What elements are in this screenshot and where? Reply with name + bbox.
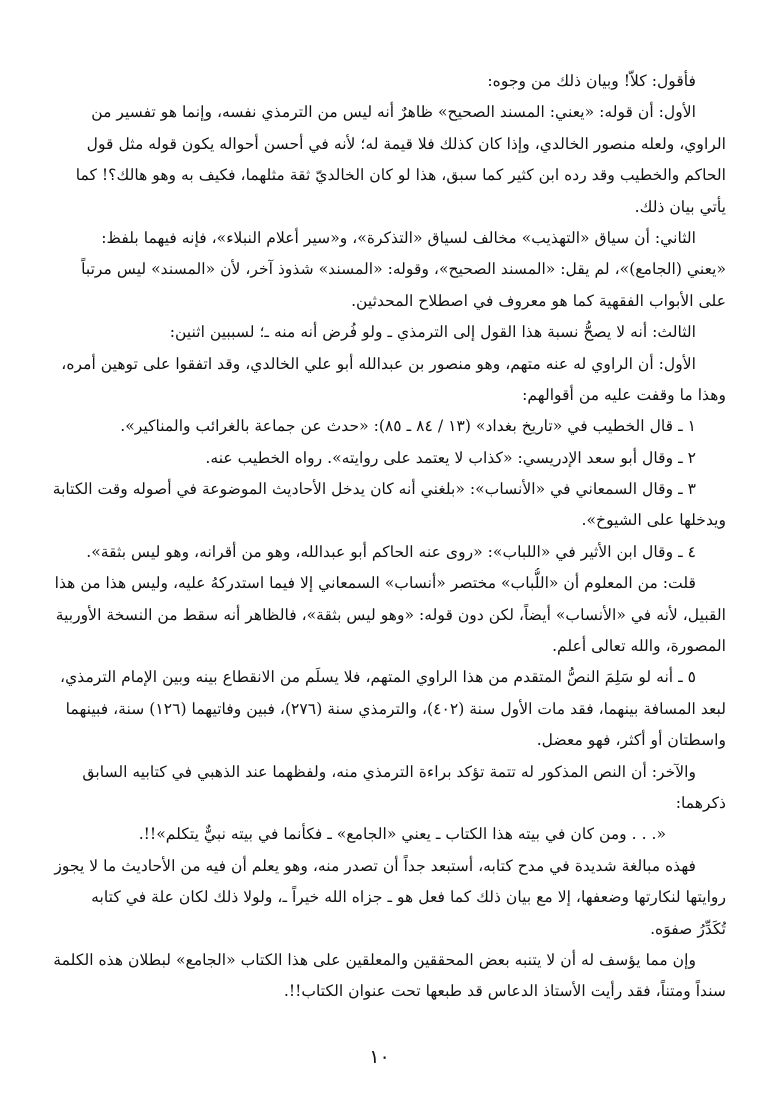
text-line: تُكَدِّرُ صفوَه.: [650, 919, 726, 938]
text-line: قلت: من المعلوم أن «اللُّباب» مختصر «أنساب» السمعاني إلا فيما استدركهُ عليه، وليس هذا من هذا: [54, 574, 696, 593]
text-line: الحاكم والخطيب وقد رده ابن كثير كما سبق، هذا لو كان الخالديّ ثقة مثلهما، فكيف به وهو هالك؟! كما: [75, 166, 726, 185]
quote-line: «. . . ومن كان في بيته هذا الكتاب ـ يعني «الجامع» ـ فكأنما في بيته نبيٌّ يتكلم»!!.: [138, 825, 666, 844]
text-line: فهذه مبالغة شديدة في مدح كتابه، أستبعد جداً أن تصدر منه، وهو يعلم أن فيه من الأحاديث ما لا يجوز: [54, 856, 696, 875]
text-line: الثاني: أن سياق «التهذيب» مخالف لسياق «التذكرة»، و«سير أعلام النبلاء»، فإنه فيهما بلفظ:: [101, 228, 696, 247]
text-line: ٤ ـ وقال ابن الأثير في «اللباب»: «روى عنه الحاكم أبو عبدالله، وهو من أقرانه، وهو ليس بثقة».: [86, 542, 696, 561]
text-line: القبيل، لأنه في «الأنساب» أيضاً، لكن دون قوله: «وهو ليس بثقة»، فالظاهر أنه سقط من النسخة الأوربية: [55, 605, 726, 624]
text-line: ويدخلها على الشيوخ».: [581, 511, 726, 530]
text-line: الثالث: أنه لا يصحُّ نسبة هذا القول إلى الترمذي ـ ولو فُرض أنه منه ـ؛ لسببين اثنين:: [169, 323, 696, 342]
text-line: على الأبواب الفقهية كما هو معروف في اصطلاح المحدثين.: [351, 291, 726, 310]
page-body: [44, 66, 726, 1008]
page-number: ١٠: [369, 1046, 390, 1068]
text-line: ٢ ـ وقال أبو سعد الإدريسي: «كذاب لا يعتمد على روايته». رواه الخطيب عنه.: [205, 448, 696, 467]
text-line: «يعني (الجامع)»، لم يقل: «المسند الصحيح»، وقوله: «المسند» شذوذ آخر، لأن «المسند» ليس مرتباً: [81, 260, 726, 279]
text-line: ٥ ـ أنه لو سَلِمَ النصُّ المتقدم من هذا الراوي المتهم، فلا يسلَم من الانقطاع بينه وبين الإمام الترمذي،: [60, 668, 696, 687]
text-line: واسطتان أو أكثر، فهو معضل.: [536, 731, 726, 750]
text-line: لبعد المسافة بينهما، فقد مات الأول سنة (٤٠٢)، والترمذي سنة (٢٧٦)، فبين وفاتيهما (١٢٦) سنة، فبينهما: [65, 699, 726, 718]
text-line: ذكرهما:: [675, 793, 726, 812]
text-line: سنداً ومتناً، فقد رأيت الأستاذ الدعاس قد طبعها تحت عنوان الكتاب!!.: [283, 982, 726, 1001]
text-line: الأول: أن الراوي له عنه متهم، وهو منصور بن عبدالله أبو علي الخالدي، وقد اتفقوا على توهين أمره،: [61, 354, 696, 373]
text-line: ٣ ـ وقال السمعاني في «الأنساب»: «بلغني أنه كان يدخل الأحاديث الموضوعة في أصوله وقت الكتابة: [52, 480, 696, 499]
text-line: الراوي، ولعله منصور الخالدي، وإذا كان كذلك فلا قيمة له؛ لأنه في أحسن أحواله يكون قوله مثل قول: [86, 134, 726, 153]
text-line: روايتها لنكارتها وضعفها، إلا مع بيان ذلك كما فعل هو ـ جزاه الله خيراً ـ، ولولا ذلك لكان علة في كتابه: [91, 888, 726, 907]
text-line: ١ ـ قال الخطيب في «تاريخ بغداد» (١٣ / ٨٤ ـ ٨٥): «حدث عن جماعة بالغرائب والمناكير».: [120, 417, 696, 436]
text-line: المصورة، والله تعالى أعلم.: [552, 637, 726, 656]
text-line: والآخر: أن النص المذكور له تتمة تؤكد براءة الترمذي منه، ولفظهما عند الذهبي في كتابيه السابق: [82, 762, 696, 781]
text-line: الأول: أن قوله: «يعني: المسند الصحيح» ظاهرٌ أنه ليس من الترمذي نفسه، وإنما هو تفسير من: [91, 103, 696, 122]
text-line: وهذا ما وقفت عليه من أقوالهم:: [522, 385, 726, 404]
text-line: وإن مما يؤسف له أن لا يتنبه بعض المحققين والمعلقين على هذا الكتاب «الجامع» لبطلان هذه الكلمة: [53, 950, 696, 969]
text-line: فأقول: كلاّ! وبيان ذلك من وجوه:: [487, 72, 696, 90]
text-line: يأتي بيان ذلك.: [634, 197, 726, 216]
